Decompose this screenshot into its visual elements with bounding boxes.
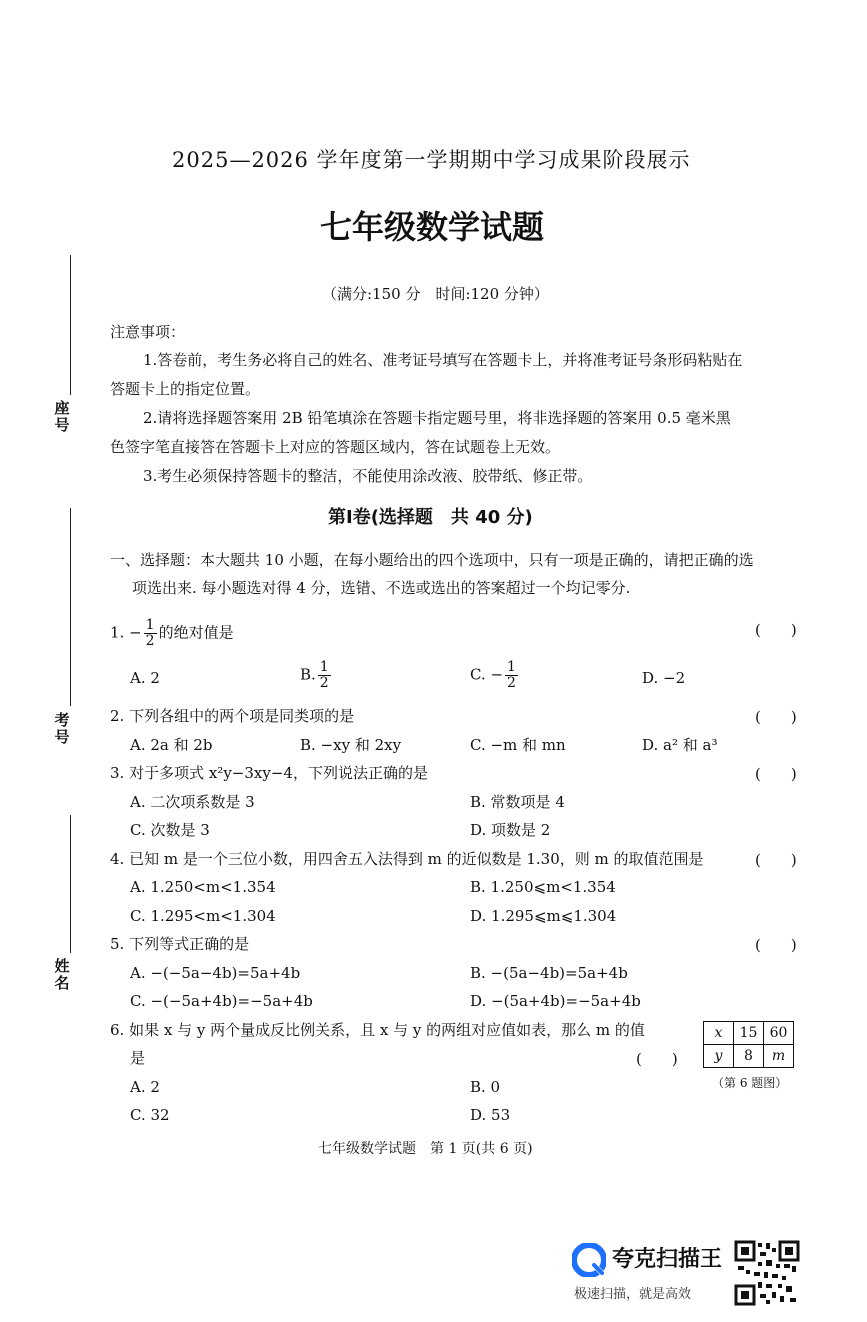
answer-paren-q5: ( ) xyxy=(755,936,797,954)
exam-title: 七年级数学试题 xyxy=(320,208,545,246)
scanner-brand: 夸克扫描王 xyxy=(612,1247,723,1272)
exam-no-line xyxy=(70,508,71,706)
q6-option-a: A. 2 xyxy=(130,1078,160,1096)
exam-meta: （满分:150 分 时间:120 分钟） xyxy=(322,285,549,303)
table-cell: m xyxy=(764,1045,794,1068)
table-cell: 8 xyxy=(734,1045,764,1068)
notice-item-2-line-1: 2.请将选择题答案用 2B 铅笔填涂在答题卡指定题号里，将非选择题的答案用 0.5 毫米黑 xyxy=(143,409,731,427)
q6-table-caption: （第 6 题图） xyxy=(712,1076,788,1090)
table-row xyxy=(704,1022,794,1045)
q5-option-b: B. −(5a−4b)=5a+4b xyxy=(470,964,628,982)
q1-option-b-denominator: 2 xyxy=(319,675,329,691)
answer-paren-q2: ( ) xyxy=(755,708,797,726)
scanner-tagline: 极速扫描，就是高效 xyxy=(574,1287,692,1302)
question-6-stem-line-1: 6. 如果 x 与 y 两个量成反比例关系，且 x 与 y 的两组对应值如表，那么 m 的值 xyxy=(110,1021,645,1039)
q2-option-b: B. −xy 和 2xy xyxy=(300,736,402,754)
notice-item-1-line-1: 1.答卷前，考生务必将自己的姓名、准考证号填写在答题卡上，并将准考证号条形码粘贴在 xyxy=(143,351,743,369)
q5-option-a: A. −(−5a−4b)=5a+4b xyxy=(130,964,301,982)
table-cell: 60 xyxy=(764,1022,794,1045)
q1-fraction-denominator: 2 xyxy=(145,633,155,649)
q3-option-a: A. 二次项系数是 3 xyxy=(130,793,255,811)
name-label: 姓名 xyxy=(54,957,70,992)
table-cell: 15 xyxy=(734,1022,764,1045)
name-line xyxy=(70,815,71,953)
question-4-stem: 4. 已知 m 是一个三位小数，用四舍五入法得到 m 的近似数是 1.30，则 m 的取值范围是 xyxy=(110,850,704,868)
q1-option-c xyxy=(470,660,520,691)
answer-paren-q1: ( ) xyxy=(755,621,797,639)
q1-number: 1. − xyxy=(110,623,142,642)
q1-option-c-prefix: C. − xyxy=(470,665,504,684)
table-row xyxy=(704,1045,794,1068)
section-intro-line-1: 一、选择题：本大题共 10 小题，在每小题给出的四个选项中，只有一项是正确的，请把正确的选 xyxy=(110,551,754,569)
q1-option-c-denominator: 2 xyxy=(507,675,516,691)
q2-option-c: C. −m 和 mn xyxy=(470,736,566,754)
question-5-stem: 5. 下列等式正确的是 xyxy=(110,935,250,953)
notice-item-1-line-2: 答题卡上的指定位置。 xyxy=(110,380,261,398)
q1-option-c-numerator: 1 xyxy=(507,659,516,675)
q1-fraction-numerator: 1 xyxy=(145,617,155,633)
question-6-stem-line-2: 是 xyxy=(130,1049,146,1067)
q3-option-c: C. 次数是 3 xyxy=(130,821,210,839)
question-2-stem: 2. 下列各组中的两个项是同类项的是 xyxy=(110,707,355,725)
exam-no-label: 考号 xyxy=(54,711,70,746)
q5-option-c: C. −(−5a+4b)=−5a+4b xyxy=(130,992,313,1010)
notice-item-3: 3.考生必须保持答题卡的整洁，不能使用涂改液、胶带纸、修正带。 xyxy=(143,467,593,485)
q1-option-b xyxy=(300,660,333,691)
q4-option-a: A. 1.250<m<1.354 xyxy=(130,878,276,896)
q1-option-b-numerator: 1 xyxy=(319,659,329,675)
answer-paren-q4: ( ) xyxy=(755,851,797,869)
page-footer: 七年级数学试题 第 1 页(共 6 页) xyxy=(318,1141,533,1157)
q2-option-a: A. 2a 和 2b xyxy=(130,736,213,754)
q4-option-c: C. 1.295<m<1.304 xyxy=(130,907,276,925)
notice-item-2-line-2: 色签字笔直接答在答题卡上对应的答题区域内，答在试题卷上无效。 xyxy=(110,438,561,456)
q3-option-d: D. 项数是 2 xyxy=(470,821,551,839)
notice-heading: 注意事项： xyxy=(110,323,186,341)
q2-option-d: D. a² 和 a³ xyxy=(642,736,718,754)
q1-fraction xyxy=(144,618,157,649)
section-title: 第Ⅰ卷(选择题 共 40 分) xyxy=(328,507,533,528)
answer-paren-q6: ( ) xyxy=(636,1050,678,1068)
q6-option-d: D. 53 xyxy=(470,1106,511,1124)
q6-option-c: C. 32 xyxy=(130,1106,170,1124)
table-cell: x xyxy=(704,1022,734,1045)
q4-option-b: B. 1.250⩽m<1.354 xyxy=(470,878,616,896)
question-3-stem: 3. 对于多项式 x²y−3xy−4，下列说法正确的是 xyxy=(110,764,428,782)
exam-subtitle: 2025—2026 学年度第一学期期中学习成果阶段展示 xyxy=(172,148,691,172)
q1-option-d: D. −2 xyxy=(642,669,686,687)
seat-label: 座号 xyxy=(54,399,70,434)
q1-option-b-prefix: B. xyxy=(300,665,316,684)
q6-value-table xyxy=(703,1021,794,1068)
q1-option-a: A. 2 xyxy=(130,669,160,687)
q5-option-d: D. −(5a+4b)=−5a+4b xyxy=(470,992,641,1010)
seat-line xyxy=(70,255,71,395)
q3-option-b: B. 常数项是 4 xyxy=(470,793,565,811)
table-cell: y xyxy=(704,1045,734,1068)
q6-option-b: B. 0 xyxy=(470,1078,501,1096)
answer-paren-q3: ( ) xyxy=(755,765,797,783)
section-intro-line-2: 项选出来. 每小题选对得 4 分，选错、不选或选出的答案超过一个均记零分. xyxy=(132,579,631,597)
qr-code-icon xyxy=(734,1240,800,1306)
q1-stem-text: 的绝对值是 xyxy=(158,623,234,642)
question-1-stem xyxy=(110,618,234,649)
scanner-logo-icon xyxy=(572,1243,606,1277)
q4-option-d: D. 1.295⩽m⩽1.304 xyxy=(470,907,617,925)
